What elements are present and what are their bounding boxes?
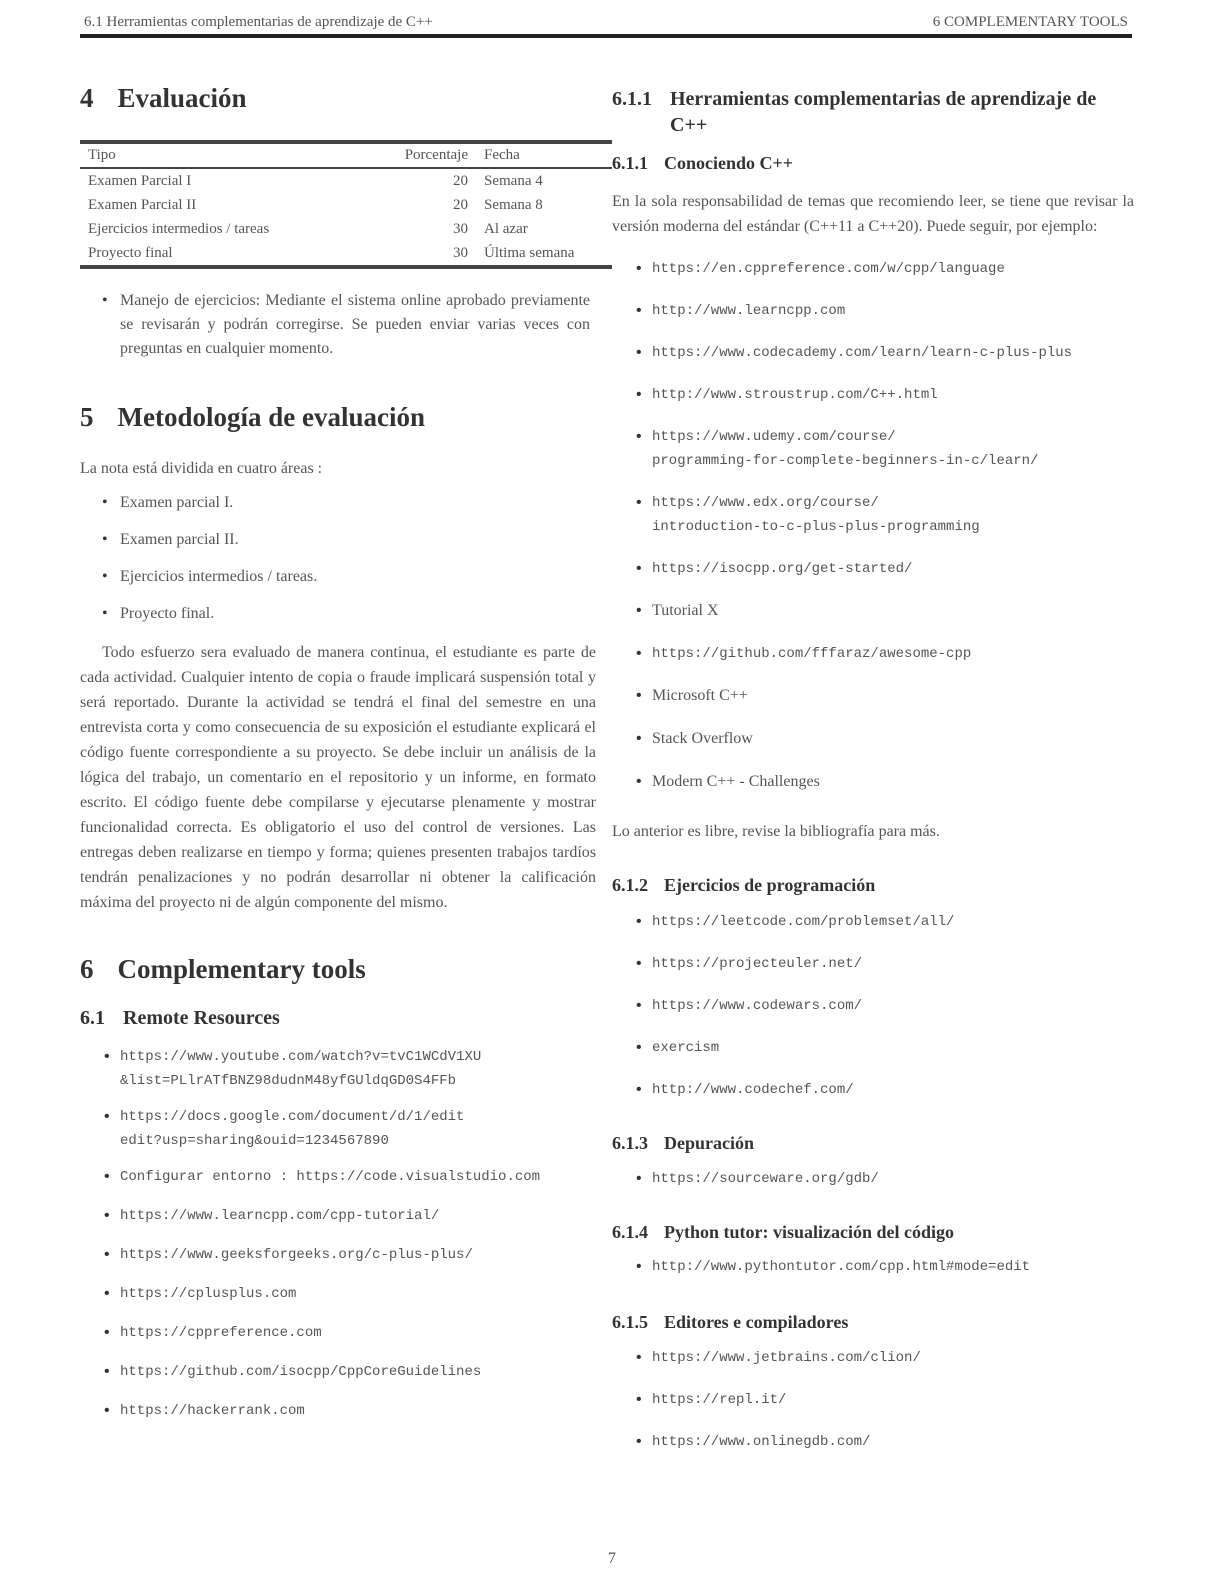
subsubsection-title: Ejercicios de programación bbox=[664, 875, 876, 896]
link-text[interactable]: https://isocpp.org/get-started/ bbox=[652, 561, 913, 578]
list-item[interactable] bbox=[612, 341, 1134, 365]
list-item[interactable] bbox=[612, 684, 1134, 709]
table-cell: 20 bbox=[453, 173, 468, 190]
link-text[interactable]: • https://www.edx.org/course/ bbox=[652, 495, 879, 512]
link-text[interactable]: http://www.codechef.com/ bbox=[652, 1081, 854, 1098]
link-text[interactable]: http://www.stroustrup.com/C++.html bbox=[652, 387, 938, 404]
table-row bbox=[80, 217, 612, 241]
list-item[interactable] bbox=[612, 1036, 1134, 1060]
table-cell: Examen Parcial I bbox=[88, 173, 192, 190]
list-item: • Proyecto final. bbox=[80, 602, 596, 626]
python-tutor-list bbox=[612, 1255, 1134, 1279]
subsection-number: 6.1 bbox=[80, 1007, 105, 1030]
table-cell: Semana 4 bbox=[484, 173, 543, 190]
link-text[interactable]: https://www.geeksforgeeks.org/c-plus-plus/ bbox=[120, 1247, 473, 1264]
link-text[interactable]: https://projecteuler.net/ bbox=[652, 955, 863, 972]
right-column bbox=[612, 70, 1134, 1454]
list-item[interactable] bbox=[612, 770, 1134, 795]
link-text[interactable]: https://en.cppreference.com/w/cpp/language bbox=[652, 261, 1005, 278]
list-item[interactable] bbox=[612, 1167, 1134, 1191]
section-number: 5 bbox=[80, 402, 94, 433]
link-text[interactable]: https://repl.it/ bbox=[652, 1391, 787, 1408]
running-header bbox=[80, 8, 1132, 36]
list-item[interactable] bbox=[612, 491, 1134, 539]
table-cell: Al azar bbox=[484, 221, 528, 238]
link-text[interactable]: https://www.codecademy.com/learn/learn-c-plus-plus bbox=[652, 345, 1073, 362]
table-cell: 30 bbox=[453, 245, 468, 262]
list-item[interactable] bbox=[612, 1255, 1134, 1279]
list-item[interactable] bbox=[612, 599, 1134, 624]
list-item[interactable] bbox=[80, 1321, 596, 1345]
list-item[interactable] bbox=[612, 727, 1134, 752]
subsection-heading-herramientas bbox=[612, 86, 1134, 138]
evaluation-table bbox=[80, 140, 612, 269]
link-text[interactable]: https://hackerrank.com bbox=[120, 1403, 305, 1420]
list-item[interactable] bbox=[80, 1045, 596, 1093]
table-cell: Semana 8 bbox=[484, 197, 543, 214]
page-number: 7 bbox=[608, 1550, 616, 1567]
link-text[interactable]: https://cppreference.com bbox=[120, 1325, 322, 1342]
link-text[interactable]: exercism bbox=[652, 1039, 720, 1056]
running-header-right: 6 COMPLEMENTARY TOOLS bbox=[932, 14, 1128, 30]
link-text[interactable]: https://github.com/isocpp/CppCoreGuidelines bbox=[120, 1364, 482, 1381]
table-header-cell: Fecha bbox=[484, 147, 520, 164]
link-text[interactable]: http://www.learncpp.com bbox=[652, 303, 846, 320]
link-text[interactable]: introduction-to-c-plus-plus-programming bbox=[652, 519, 980, 536]
list-item[interactable] bbox=[612, 1346, 1134, 1370]
list-item[interactable] bbox=[80, 1282, 596, 1306]
section-title: Evaluación bbox=[117, 83, 247, 113]
section-number: 6 bbox=[80, 953, 94, 984]
subsubsection-title: Depuración bbox=[664, 1132, 754, 1153]
conociendo-intro: En la sola responsabilidad de temas que recomiendo leer, se tiene que revisar la versión moderna del estándar (C++11 a C++20). Puede seguir, por ejemplo: bbox=[612, 193, 1134, 236]
link-text[interactable]: Stack Overflow bbox=[652, 730, 753, 748]
list-item[interactable] bbox=[612, 642, 1134, 666]
subsubsection-title: Python tutor: visualización del código bbox=[664, 1222, 955, 1243]
subsubsection-heading-conociendo bbox=[612, 152, 1134, 175]
subsubsection-title: Editores e compiladores bbox=[664, 1311, 849, 1332]
link-text[interactable]: https://github.com/fffaraz/awesome-cpp bbox=[652, 646, 972, 663]
subsection-title: Remote Resources bbox=[123, 1007, 280, 1030]
section-number: 4 bbox=[80, 83, 94, 113]
running-header-left: 6.1 Herramientas complementarias de aprendizaje de C++ bbox=[84, 14, 433, 30]
link-text[interactable]: edit?usp=sharing&ouid=1234567890 bbox=[120, 1133, 389, 1150]
table-header-cell: Tipo bbox=[88, 147, 116, 164]
editores-list bbox=[612, 1346, 1134, 1454]
list-item: • Examen parcial I. bbox=[80, 491, 596, 515]
list-item: • Examen parcial II. bbox=[80, 528, 596, 552]
list-item: • Manejo de ejercicios: Mediante el sistema online aprobado previamente se revisarán y podrán corregirse. Se pueden enviar varias veces con preguntas en cualquier momento. bbox=[80, 289, 596, 361]
table-row bbox=[80, 241, 612, 265]
metodologia-paragraph: Todo esfuerzo sera evaluado de manera continua, el estudiante es parte de cada actividad. Cualquier intento de copia o fraude implicará suspensión total y será reportado. Durante la actividad se tendrá el final del semestre en una entrevista corta y como consecuencia de su exposición el estudiante explicará el código fuente correspondiente a su proyecto. Se debe incluir un análisis de la lógica del trabajo, un comentario en el repositorio y un informe, en formato escrito. El código fuente debe compilarse y ejecutarse plenamente y mostrar funcionalidad correcta. Es obligatorio el uso del control de versiones. Las entregas deben realizarse en tiempo y forma; quienes presenten trabajos tardíos tendrán penalizaciones y no podrán desarrollar ni obtener la calificación máxima del proyecto ni de algún componente del mismo. bbox=[80, 643, 596, 911]
list-item[interactable] bbox=[612, 952, 1134, 976]
subsection-heading-remote bbox=[80, 1005, 596, 1031]
list-item[interactable] bbox=[612, 425, 1134, 473]
subsubsection-number: 6.1.2 bbox=[612, 875, 648, 896]
section-title: Complementary tools bbox=[117, 953, 366, 984]
conociendo-outro: Lo anterior es libre, revise la bibliografía para más. bbox=[612, 823, 940, 841]
remote-resources-list bbox=[80, 1045, 596, 1423]
header-rule bbox=[80, 34, 1132, 38]
link-text[interactable]: https://www.codewars.com/ bbox=[652, 997, 863, 1014]
link-text[interactable]: programming-for-complete-beginners-in-c/learn/ bbox=[652, 453, 1039, 470]
section-heading-tools bbox=[80, 953, 596, 985]
table-header-row bbox=[80, 144, 612, 167]
subsubsection-heading-ejercicios bbox=[612, 874, 1134, 897]
left-column bbox=[80, 70, 596, 1423]
link-text[interactable]: http://www.pythontutor.com/cpp.html#mode=edit bbox=[652, 1258, 1031, 1275]
subsubsection-number: 6.1.1 bbox=[612, 153, 648, 173]
link-text[interactable]: https://www.onlinegdb.com/ bbox=[652, 1433, 871, 1450]
list-item[interactable] bbox=[80, 1243, 596, 1267]
list-item[interactable] bbox=[612, 257, 1134, 281]
link-text[interactable]: https://www.learncpp.com/cpp-tutorial/ bbox=[120, 1208, 440, 1225]
list-item[interactable] bbox=[612, 910, 1134, 934]
link-text[interactable]: https://leetcode.com/problemset/all/ bbox=[652, 913, 955, 930]
list-item[interactable] bbox=[612, 1430, 1134, 1454]
subsubsection-heading-python-tutor bbox=[612, 1221, 1134, 1244]
link-text[interactable]: Modern C++ - Challenges bbox=[652, 773, 820, 791]
table-header-cell: Porcentaje bbox=[404, 147, 468, 164]
link-text[interactable]: • https://www.udemy.com/course/ bbox=[652, 429, 896, 446]
subsection-title: Herramientas complementarias de aprendizaje de C++ bbox=[670, 88, 1097, 136]
list-item[interactable] bbox=[80, 1360, 596, 1384]
section-title: Metodología de evaluación bbox=[117, 402, 425, 433]
evaluation-notes bbox=[80, 289, 596, 361]
list-item[interactable] bbox=[80, 1399, 596, 1423]
subsection-number: 6.1.1 bbox=[612, 88, 652, 110]
list-item: • Ejercicios intermedios / tareas. bbox=[80, 565, 596, 589]
list-item[interactable] bbox=[612, 1078, 1134, 1102]
list-item[interactable] bbox=[612, 557, 1134, 581]
link-text[interactable]: Tutorial X bbox=[652, 602, 719, 620]
link-text[interactable]: Microsoft C++ bbox=[652, 687, 748, 705]
depuracion-list bbox=[612, 1167, 1134, 1191]
subsubsection-heading-depuracion bbox=[612, 1132, 1134, 1155]
link-text[interactable]: Configurar entorno : https://code.visualstudio.com bbox=[120, 1169, 541, 1186]
link-text[interactable]: • https://www.youtube.com/watch?v=tvC1WCdV1XU bbox=[120, 1049, 482, 1066]
section-heading-metodologia bbox=[80, 401, 596, 433]
subsubsection-title: Conociendo C++ bbox=[664, 153, 794, 173]
list-item[interactable] bbox=[612, 1388, 1134, 1412]
section-heading-evaluacion bbox=[80, 82, 596, 114]
link-text[interactable]: https://cplusplus.com bbox=[120, 1286, 297, 1303]
metodologia-list bbox=[80, 491, 596, 626]
table-row bbox=[80, 169, 612, 193]
link-text[interactable]: • https://docs.google.com/document/d/1/edit bbox=[120, 1109, 465, 1126]
list-item[interactable] bbox=[612, 299, 1134, 323]
link-text[interactable]: &list=PLlrATfBNZ98dudnM48yfGUldqGD0S4FFb bbox=[120, 1073, 457, 1090]
conociendo-list bbox=[612, 257, 1134, 795]
metodologia-intro: La nota está dividida en cuatro áreas : bbox=[80, 459, 323, 477]
subsubsection-number: 6.1.5 bbox=[612, 1311, 648, 1332]
table-cell: 20 bbox=[453, 197, 468, 214]
table-cell: 30 bbox=[453, 221, 468, 238]
table-cell: Proyecto final bbox=[88, 245, 173, 262]
list-item[interactable] bbox=[80, 1105, 596, 1153]
link-text[interactable]: https://www.jetbrains.com/clion/ bbox=[652, 1349, 921, 1366]
subsubsection-number: 6.1.3 bbox=[612, 1132, 648, 1153]
table-cell: Última semana bbox=[484, 245, 575, 262]
ejercicios-list bbox=[612, 910, 1134, 1102]
list-item[interactable] bbox=[80, 1165, 596, 1189]
list-item[interactable] bbox=[80, 1204, 596, 1228]
list-item[interactable] bbox=[612, 994, 1134, 1018]
table-cell: Examen Parcial II bbox=[88, 197, 197, 214]
list-item[interactable] bbox=[612, 383, 1134, 407]
table-cell: Ejercicios intermedios / tareas bbox=[88, 221, 270, 238]
table-row bbox=[80, 193, 612, 217]
subsubsection-number: 6.1.4 bbox=[612, 1222, 648, 1243]
subsubsection-heading-editores bbox=[612, 1311, 1134, 1334]
link-text[interactable]: https://sourceware.org/gdb/ bbox=[652, 1171, 879, 1188]
